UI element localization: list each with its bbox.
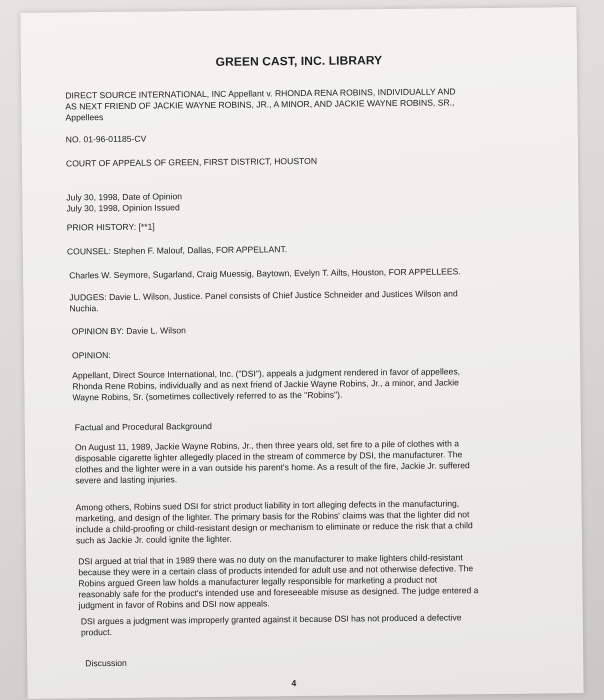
paragraph-line: Rhonda Rene Robins, individually and as next friend of Jackie Wayne Robins, Jr., a minor, and Jackie — [72, 377, 459, 392]
paragraph-appeal — [72, 366, 530, 404]
judges-line: JUDGES: Davie L. Wilson, Justice. Panel consists of Chief Justice Schneider and Justices Wilson and — [69, 288, 458, 303]
date-line: July 30, 1998, Opinion Issued — [66, 202, 180, 214]
judges-line: Nuchia. — [69, 303, 99, 314]
paragraph-trial — [78, 552, 539, 612]
counsel-appellant: COUNSEL: Stephen F. Malouf, Dallas, FOR APPELLANT. — [66, 244, 288, 257]
case-title-line: AS NEXT FRIEND OF JACKIE WAYNE ROBINS, JR., A MINOR, AND JACKIE WAYNE ROBINS, SR., — [65, 97, 455, 112]
paragraph-line: On August 11, 1989, Jackie Wayne Robins, Jr., then three years old, set fire to a pile of clothes with a — [74, 438, 460, 453]
paragraph-line: Appellant, Direct Source International, Inc. ("DSI"), appeals a judgment rendered in favor of appellees, — [72, 366, 461, 381]
date-line: July 30, 1998, Date of Opinion — [66, 191, 183, 203]
paragraph-line: such as Jackie Jr. could ignite the lighter. — [75, 533, 232, 546]
paragraph-line: because they were in a certain class of products intended for adult use and not otherwise defective. The — [78, 563, 474, 578]
court-name: COURT OF APPEALS OF GREEN, FIRST DISTRICT, HOUSTON — [65, 155, 318, 169]
factual-heading: Factual and Procedural Background — [74, 420, 212, 433]
paragraph-line: include a child-proofing or child-resistant design or mechanism to eliminate or reduce the risk that a child — [75, 520, 473, 535]
opinion-label: OPINION: — [71, 350, 111, 361]
case-title-line: DIRECT SOURCE INTERNATIONAL, INC Appellant v. RHONDA RENA ROBINS, INDIVIDUALLY AND — [65, 86, 456, 101]
case-title — [65, 86, 517, 124]
library-title: GREEN CAST, INC. LIBRARY — [215, 53, 383, 69]
paragraph-claims — [76, 498, 536, 547]
page-number: 4 — [291, 678, 297, 689]
paragraph-line: reasonably safe for the product's intended use and foreseeable misuse as designed. The judge entered a — [78, 585, 479, 600]
docket-number: NO. 01-96-01185-CV — [65, 133, 147, 145]
paragraph-line: clothes and the lighter were in a van outside his parent's home. As a result of the fire, Jackie Jr. suffered — [75, 460, 470, 475]
opinion-by: OPINION BY: Davie L. Wilson — [71, 325, 186, 337]
prior-history: PRIOR HISTORY: [**1] — [66, 221, 155, 233]
document-page — [20, 7, 583, 699]
paragraph-line: Wayne Robins, Sr. (sometimes collectively referred to as the "Robins"). — [72, 389, 343, 403]
paragraph-line: DSI argued at trial that in 1989 there was no duty on the manufacturer to make lighters child-resistant — [78, 552, 463, 567]
paragraph-facts — [75, 438, 533, 487]
paragraph-line: DSI argues a judgment was improperly granted against it because DSI has not produced a defective — [80, 612, 462, 627]
paragraph-argument — [81, 612, 541, 639]
paragraph-line: disposable cigarette lighter allegedly placed in the stream of commerce by DSI, the manufacturer. The — [75, 449, 463, 464]
paragraph-line: product. — [80, 627, 113, 638]
paragraph-line: judgment in favor of Robins and DSI now appeals. — [78, 598, 270, 611]
discussion-heading: Discussion — [85, 657, 127, 669]
counsel-appellees: Charles W. Seymore, Sugarland, Craig Muessig, Baytown, Evelyn T. Ailts, Houston, FOR APPELLEES. — [69, 266, 461, 281]
paragraph-line: severe and lasting injuries. — [75, 474, 178, 486]
opinion-dates — [66, 188, 518, 215]
judges — [69, 288, 529, 315]
paragraph-line: marketing, and design of the lighter. The primary basis for the Robins' claims was that the lighter did not — [75, 509, 470, 524]
paragraph-line: Among others, Robins sued DSI for strict product liability in tort alleging defects in the manufacturing, — [75, 498, 460, 513]
paragraph-line: Robins argued Green law holds a manufacturer legally responsible for marketing a product not — [78, 574, 438, 589]
case-title-line: Appellees — [65, 112, 104, 123]
